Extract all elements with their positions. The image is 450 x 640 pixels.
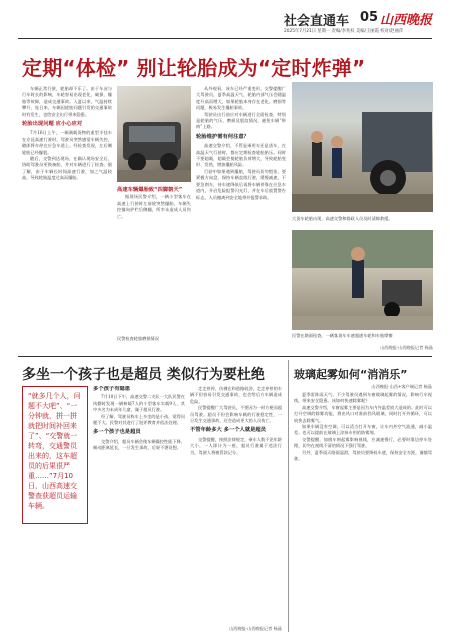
subheading: 多个孩子有隐患 [93,386,131,392]
paragraph: 高速交警介绍，车窗起雾主要是因为车内外温差较大造成的。此时可以打开空调的除雾功能，将出风口对准前挡风玻璃，同时打开外循环，可以较快去除雾气。 [294,404,432,423]
photo-truck-tire [292,82,433,212]
sidebar-headline: 玻璃起雾如何“消消乐” [294,368,408,381]
story2-col1 [93,386,185,636]
paragraph: 7月10日下午，高速交警二支队一大队民警在执勤时发现一辆核载7人的小型客车实载9人，其中多名为未成年儿童，属于超员行驶。 [93,394,185,413]
header-rule [18,38,432,39]
paragraph: 随后，交警到达现场，在确认现场安全后，协助驾驶员更换备胎，并对车辆进行了检查。据了解，由于车辆长时间高速行驶，加之气温较高，导致轮胎温度过高而爆胎。 [22,156,112,181]
paragraph: 另外，夏季雨天路面湿滑，驾驶员要降低车速，保持安全车距，谨慎驾驶。 [294,449,432,462]
photo-crashed-car [117,86,191,182]
page-number: 05 [360,10,379,25]
paragraph: 7月16日上午，一辆满载货物的重型半挂车在京昆高速行驶时，驾驶员突然感觉车辆失控，随即将车停在应急车道上。经检查发现，左后侧轮胎已经爆裂。 [22,130,112,155]
paragraph: 经了解，驾驶员称车上多坐的是小孩，觉得问题不大。民警对其进行了批评教育并依法处理。 [93,413,185,426]
top-story-col1 [22,86,112,336]
story2-callout: “就多几个人，问题不大吧”、“一分钟就，拼一拼就把时间补回来了”、“交警就一转弯，交通警员出来的，这车超员的后果很严重……”7月10日，山西高速交警查获超员运输车辆。 [22,386,88,524]
subheading: 高速车辆爆胎致“四脚朝天” [117,187,183,193]
paragraph: 驾驶员出行前应对车辆进行全面检查，特别是轮胎的气压、磨损及裂纹情况，避免车辆“带病”上路。 [196,111,286,130]
paragraph: 据现场民警介绍，一辆小型客车在高速上行驶时左前轮突然爆胎，车辆失控撞向护栏后侧翻，所幸未造成人员伤亡。 [117,194,191,219]
top-headline: 定期“体检” 别让轮胎成为“定时炸弹” [22,56,366,80]
byline: 山西晚报·山西晚报记者 杨晶 [229,626,282,631]
section-name: 社会直通车 [284,14,350,29]
column-rule [288,360,289,632]
subheading: 轮胎出现问题 应小心应对 [22,121,83,128]
paragraph: 夏季雷阵雨天气，不少驾驶员遇到车窗玻璃起雾的情况，影响行车视线，带来安全隐患。该如何快速除雾呢？ [294,392,432,404]
byline: 山西晚报·山西+客户端记者 杨晶 [371,384,432,389]
subheading: 多一个孩子也是超员 [93,429,141,436]
subheading: 轮胎维护需有何注意？ [196,133,249,140]
masthead-logo: 山西晚报 [380,13,433,28]
story2-headline: 多坐一个孩子也是超员 类似行为要杜绝 [22,367,265,383]
paragraph: 高速交警介绍，不管是乘用车还是货车，在高温天气行驶时，都应定期检查轮胎胎压。同时不要超载，超载会使轮胎负荷增大，导致轮胎变形、发热，增加爆胎风险。 [196,143,286,168]
byline: 山西晚报·山西晚报记者 杨晶 [380,345,433,350]
paragraph: 走走停停，仿佛在和道路较劲，走走停停的车辆不但容易引发交通事故，也会给后方车辆造成危险。 [190,386,282,404]
paragraph: 车辆正常行驶，轮胎却不乐了。由于车况与行车时长的影响，车轮容易出现老化、破损、爆胎等故障，造成交通事故。入夏以来，气温持续攀升，连日来，车辆因轮胎问题引发的交通事故时有发生，也给安全出行带来隐患。 [22,86,112,117]
photo-road-inspection [292,230,433,330]
photo-caption: 民警检查轮胎磨损情况 [117,336,159,341]
top-story-col1b [117,186,191,336]
paragraph: 交警提醒，如遇车窗起雾影响视线，应减速慢行，必要时靠边停车处理，切勿在视线不清的情况下强行驾驶。 [294,436,432,449]
paragraph: 行驶中如果遇到爆胎，驾驶员切勿慌张，要紧握方向盘，保持车辆直线行驶，缓慢减速，不要急刹车，待车速降低后再将车辆停靠在应急车道内，开启危险报警闪光灯，并在车后放置警告标志，人员撤离到安全地带并报警求助。 [196,168,286,200]
story2-col2 [190,386,282,622]
paragraph: 民警提醒广大驾驶员，不要因为一时方便而超员驾驶。超员不但会影响车辆的行驶稳定性，一旦发生交通事故，还会造成更大的人员伤亡。 [190,405,282,424]
top-story-col2 [196,86,286,336]
sidebar-body [294,392,432,636]
date-line: 2025年7月21日 星期一 责编/李兆权 美编/王丽霞 校对/赵丽萍 [284,29,404,34]
section-rule [18,356,432,357]
paragraph: 交警介绍，超员车辆会使车辆操控性能下降，制动距离延长，一旦发生事故，后果不堪设想。 [93,438,185,451]
photo-caption: 民警在路面检查，一辆客货车车速超速车轮和车胎摩擦 [292,333,393,338]
subheading: 不管年龄多大 多一个人就是超员 [190,427,267,434]
paragraph: 如果车辆没有空调，可以适当打开车窗，让车内外空气流通，减小温差。也可以提前在玻璃上涂抹专用的防雾剂。 [294,424,432,436]
photo-caption: 大货车轮胎出现，高速交警和路政人员及时清障救援。 [292,216,393,221]
paragraph: 从外观看，该车已经严重变形。交警提醒广大驾驶员，夏季高温天气，轮胎内部气压会随温度升高而增大，如果轮胎本身存在老化、磨损等问题，极易发生爆胎事故。 [196,86,286,111]
paragraph: 交警提醒，按照法律规定，乘车人数不论年龄大小，一人即计为一座，超员行驶属于违法行为，驾驶人将被罚款记分。 [190,436,282,455]
